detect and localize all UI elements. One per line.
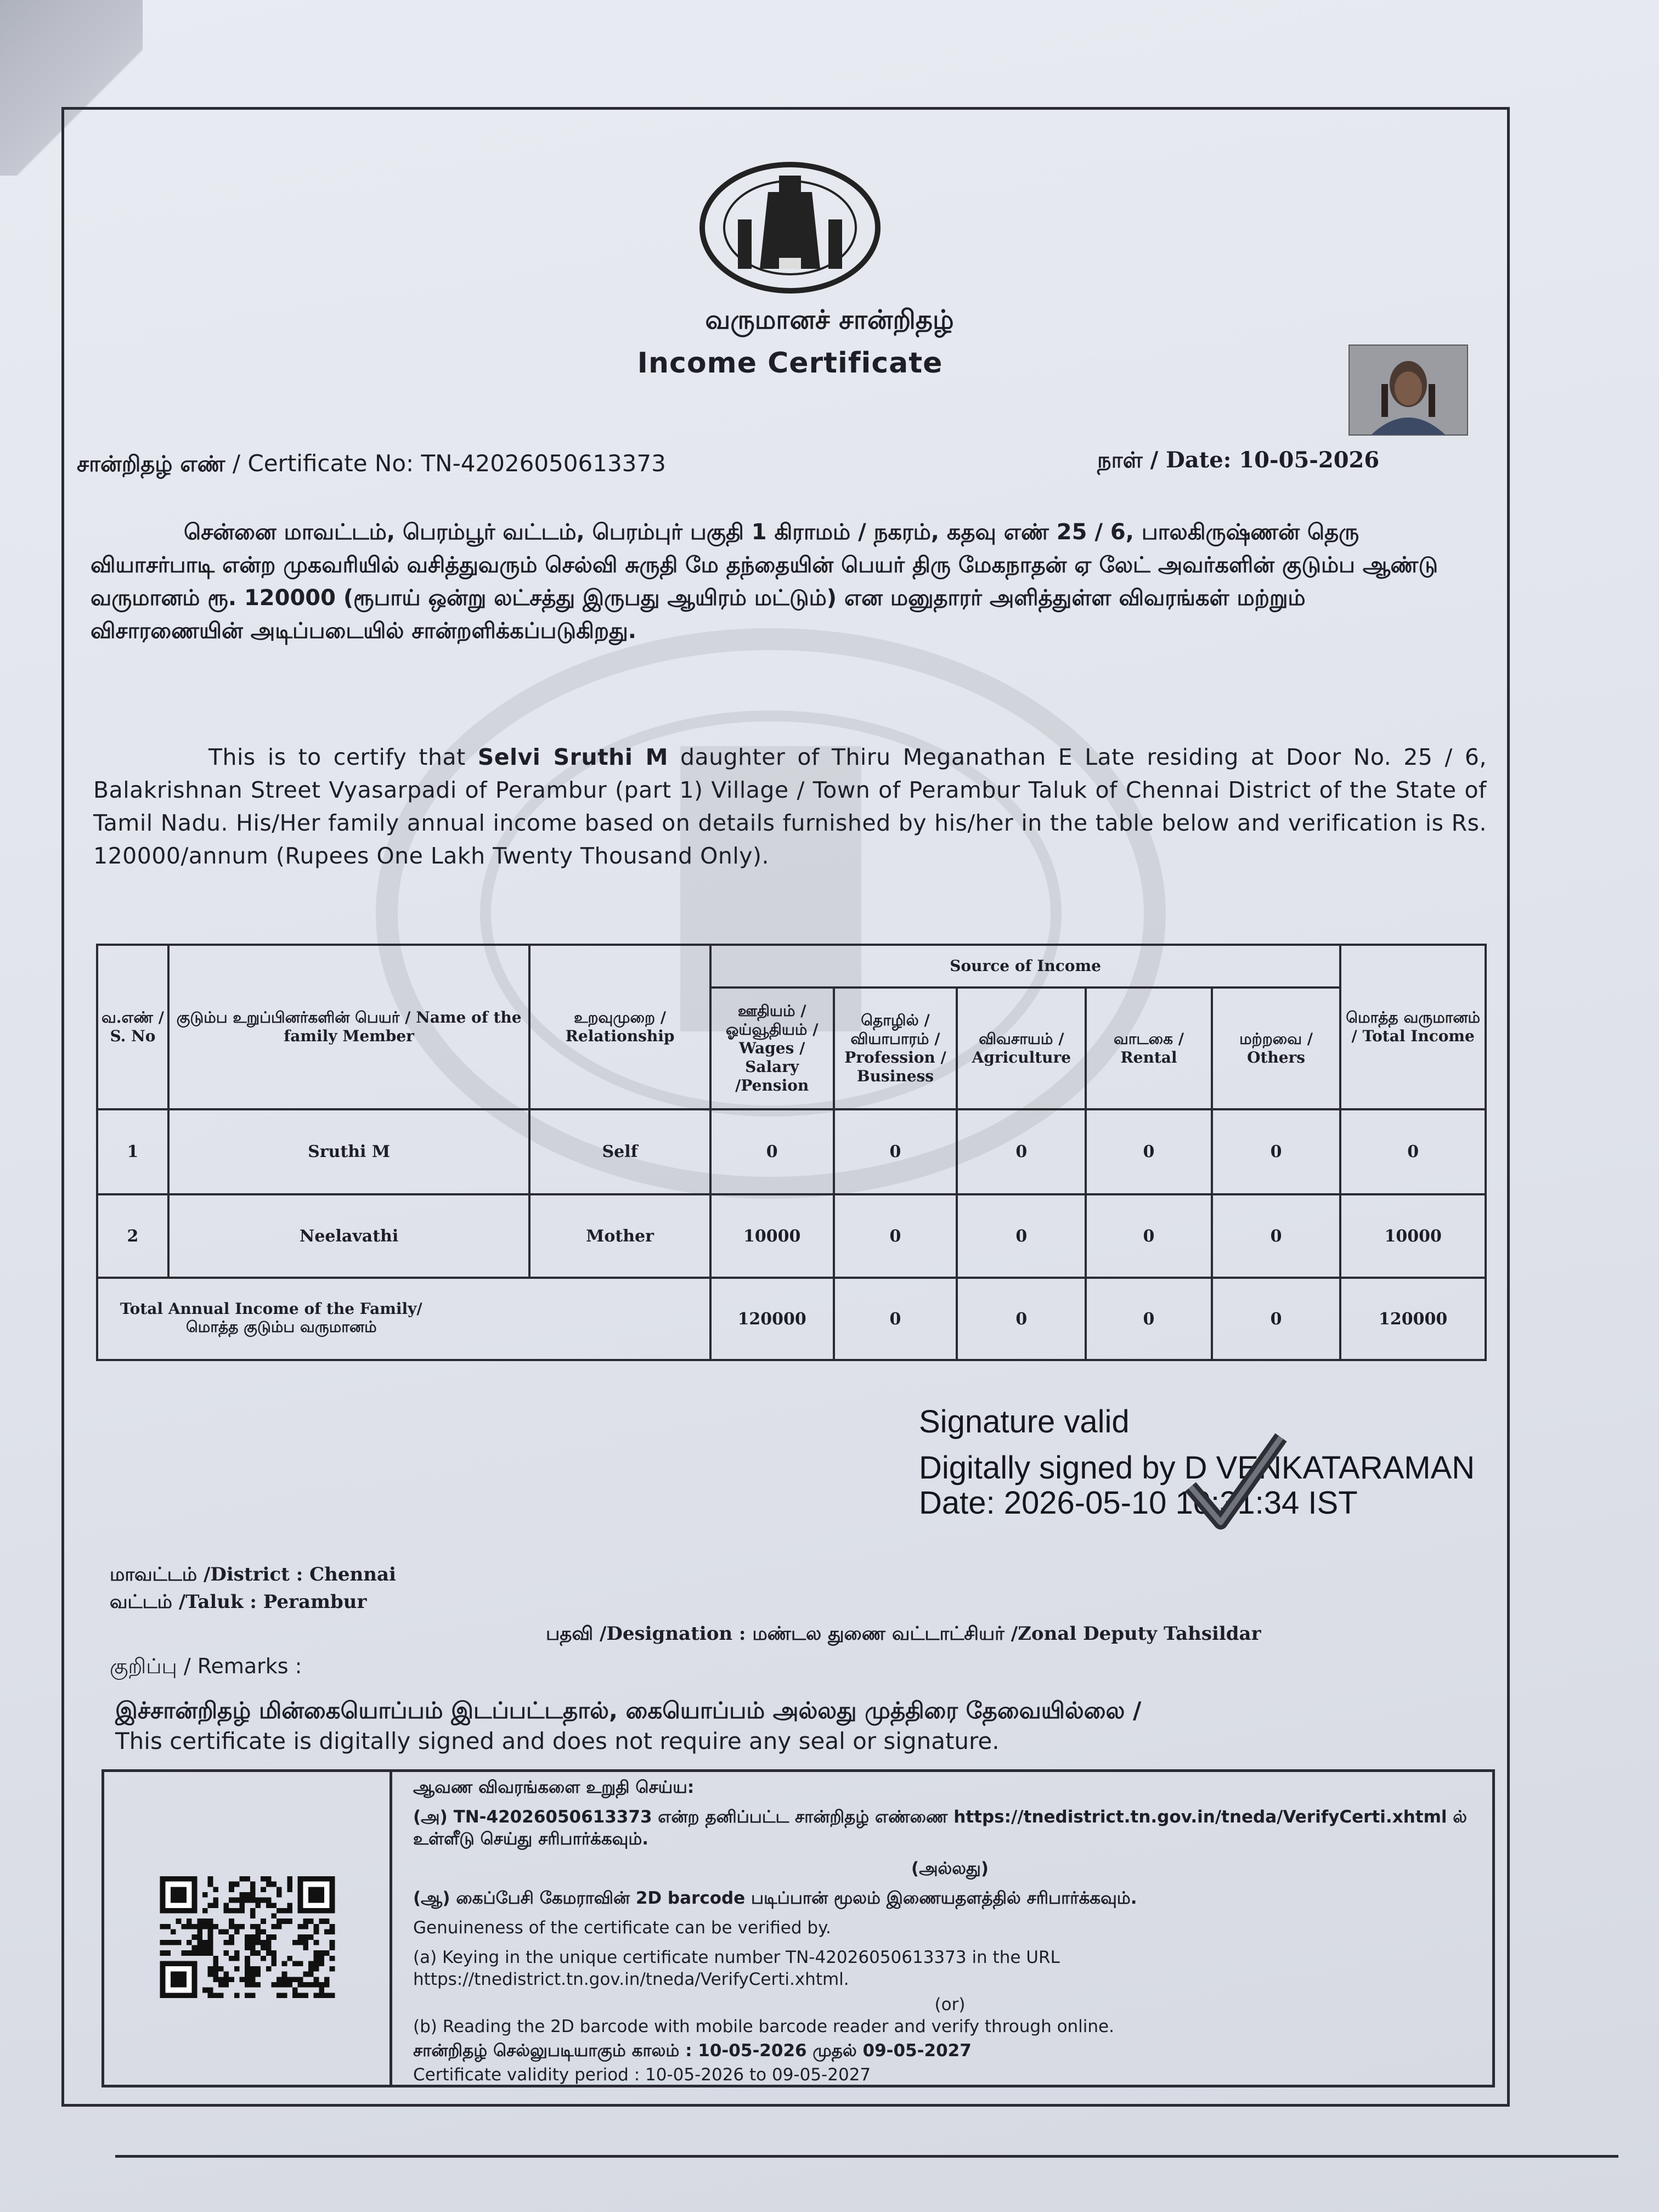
cell-name: Sruthi M bbox=[168, 1109, 529, 1194]
verify-option-b-ta: (ஆ) கைப்பேசி கேமராவின் 2D barcode படிப்பான் மூலம் இணையதளத்தில் சரிபார்க்கவும். bbox=[413, 1888, 1137, 1908]
bottom-divider bbox=[115, 2155, 1618, 2158]
cell-agriculture: 0 bbox=[957, 1194, 1086, 1278]
applicant-name: Selvi Sruthi M bbox=[477, 744, 668, 770]
header-source-of-income: Source of Income bbox=[710, 945, 1341, 988]
verify-option-a-en: (a) Keying in the unique certificate number TN-42026050613373 in the URL https://tnedistrict.tn.gov.in/tneda/VerifyCerti.xhtml. bbox=[413, 1948, 1060, 1989]
header-agriculture: விவசாயம் / Agriculture bbox=[957, 988, 1086, 1109]
cell-wages: 0 bbox=[710, 1109, 834, 1194]
header-others: மற்றவை / Others bbox=[1212, 988, 1341, 1109]
cell-relationship: Mother bbox=[529, 1194, 710, 1278]
header-relationship: உறவுமுறை / Relationship bbox=[529, 945, 710, 1109]
cell-total: 10000 bbox=[1340, 1194, 1486, 1278]
cell-total: 0 bbox=[1340, 1109, 1486, 1194]
cell-profession: 0 bbox=[834, 1109, 957, 1194]
income-table bbox=[96, 944, 1487, 1361]
title-tamil: வருமானச் சான்றிதழ் bbox=[705, 304, 954, 335]
certificate-text-tamil: சென்னை மாவட்டம், பெரம்பூர் வட்டம், பெரம்புர் பகுதி 1 கிராமம் / நகரம், கதவு எண் 25 / 6, பாலகிருஷ்ணன் தெரு வியாசர்பாடி என்ற முகவரியில் வசித்துவரும் செல்வி சுருதி மே தந்தையின் பெயர் திரு மேகநாதன் ஏ லேட் அவர்களின் குடும்ப ஆண்டு வருமானம் ரூ. 120000 (ரூபாய் ஒன்று லட்சத்து இருபது ஆயிரம் மட்டும்) என மனுதாரர் அளித்துள்ள விவரங்கள் மற்றும் விசாரணையின் அடிப்படையில் சான்றளிக்கப்படுகிறது. bbox=[91, 520, 1438, 644]
note-english: This certificate is digitally signed and does not require any seal or signature. bbox=[115, 1728, 1000, 1754]
signature-date: Date: 2026-05-10 10:31:34 IST bbox=[919, 1485, 1358, 1521]
cell-rental: 0 bbox=[1086, 1194, 1212, 1278]
verification-instructions bbox=[390, 1772, 1487, 2085]
total-income: 120000 bbox=[1340, 1278, 1486, 1360]
cell-others: 0 bbox=[1212, 1109, 1341, 1194]
cell-sno: 1 bbox=[97, 1109, 168, 1194]
header-rental: வாடகை / Rental bbox=[1086, 988, 1212, 1109]
verify-heading-ta: ஆவண விவரங்களை உறுதி செய்ய: bbox=[413, 1778, 695, 1797]
verify-or-en: (or) bbox=[934, 1995, 966, 2015]
para-en-part2: daughter of Thiru Meganathan E Late residing at Door No. 25 / 6, Balakrishnan Street Vyasarpadi of Perambur (part 1) Village / Town of Perambur Taluk of Chennai District of the State of Tamil Nadu. His/Her family annual income based on details furnished by his/her in the table below and verification is Rs. 120000/annum (Rupees One Lakh Twenty Thousand Only). bbox=[93, 744, 1487, 869]
title-english: Income Certificate bbox=[637, 347, 943, 380]
cell-rental: 0 bbox=[1086, 1109, 1212, 1194]
signature-signed-by: Digitally signed by D VENKATARAMAN bbox=[919, 1450, 1475, 1486]
total-profession: 0 bbox=[834, 1278, 957, 1360]
signature-valid-text: Signature valid bbox=[919, 1404, 1130, 1440]
header-wages: ஊதியம் / ஓய்வூதியம் / Wages / Salary /Pension bbox=[710, 988, 834, 1109]
cell-others: 0 bbox=[1212, 1194, 1341, 1278]
cell-profession: 0 bbox=[834, 1194, 957, 1278]
verify-or-ta: (அல்லது) bbox=[911, 1859, 989, 1878]
taluk-label: வட்டம் /Taluk : Perambur bbox=[110, 1591, 367, 1613]
verification-box bbox=[101, 1769, 1495, 2087]
remarks-label: குறிப்பு / Remarks : bbox=[110, 1654, 302, 1678]
validity-en: Certificate validity period : 10-05-2026 to 09-05-2027 bbox=[413, 2065, 871, 2085]
cell-sno: 2 bbox=[97, 1194, 168, 1278]
verify-option-b-en: (b) Reading the 2D barcode with mobile barcode reader and verify through online. bbox=[413, 2017, 1114, 2036]
header-sno: வ.எண் / S. No bbox=[97, 945, 168, 1109]
digital-signature-note bbox=[115, 1695, 1487, 1757]
header-total-income: மொத்த வருமானம் / Total Income bbox=[1340, 945, 1486, 1109]
cell-agriculture: 0 bbox=[957, 1109, 1086, 1194]
total-label-ta: மொத்த குடும்ப வருமானம் bbox=[186, 1318, 377, 1336]
header-name: குடும்ப உறுப்பினர்களின் பெயர் / Name of the family Member bbox=[168, 945, 529, 1109]
signature-check-icon bbox=[1180, 1426, 1289, 1536]
table-total-row bbox=[97, 1278, 1486, 1360]
applicant-photo bbox=[1348, 345, 1468, 436]
total-label-en: Total Annual Income of the Family/ bbox=[120, 1300, 422, 1318]
note-tamil: இச்சான்றிதழ் மின்கையொப்பம் இடப்பட்டதால், கையொப்பம் அல்லது முத்திரை தேவையில்லை / bbox=[115, 1697, 1142, 1724]
qr-code[interactable] bbox=[158, 1876, 337, 1998]
total-others: 0 bbox=[1212, 1278, 1341, 1360]
total-label bbox=[97, 1278, 710, 1360]
certificate-number-value: / Certificate No: TN-42026050613373 bbox=[232, 450, 666, 477]
certificate-text-english bbox=[93, 741, 1487, 872]
cell-name: Neelavathi bbox=[168, 1194, 529, 1278]
cell-wages: 10000 bbox=[710, 1194, 834, 1278]
total-wages: 120000 bbox=[710, 1278, 834, 1360]
verify-option-a-ta: (அ) TN-42026050613373 என்ற தனிப்பட்ட சான்றிதழ் எண்ணை https://tnedistrict.tn.gov.in/tneda/VerifyCerti.xhtml ல் உள்ளீடு செய்து சரிபார்க்கவும். bbox=[413, 1807, 1468, 1849]
table-row bbox=[97, 1194, 1486, 1278]
certificate-number bbox=[77, 450, 666, 479]
verify-heading-en: Genuineness of the certificate can be verified by. bbox=[413, 1918, 831, 1938]
total-rental: 0 bbox=[1086, 1278, 1212, 1360]
certificate-number-label-ta: சான்றிதழ் எண் bbox=[77, 452, 225, 477]
header-profession: தொழில் / வியாபாரம் / Profession / Business bbox=[834, 988, 957, 1109]
designation-label: பதவி /Designation : மண்டல துணை வட்டாட்சியர் /Zonal Deputy Tahsildar bbox=[546, 1623, 1261, 1645]
para-en-part1: This is to certify that bbox=[208, 744, 478, 770]
district-label: மாவட்டம் /District : Chennai bbox=[110, 1564, 396, 1585]
cell-relationship: Self bbox=[529, 1109, 710, 1194]
validity-ta: சான்றிதழ் செல்லுபடியாகும் காலம் : 10-05-2026 முதல் 09-05-2027 bbox=[413, 2041, 972, 2061]
total-agriculture: 0 bbox=[957, 1278, 1086, 1360]
issue-date: நாள் / Date: 10-05-2026 bbox=[1097, 447, 1380, 473]
table-row bbox=[97, 1109, 1486, 1194]
tamil-nadu-emblem bbox=[697, 159, 883, 296]
